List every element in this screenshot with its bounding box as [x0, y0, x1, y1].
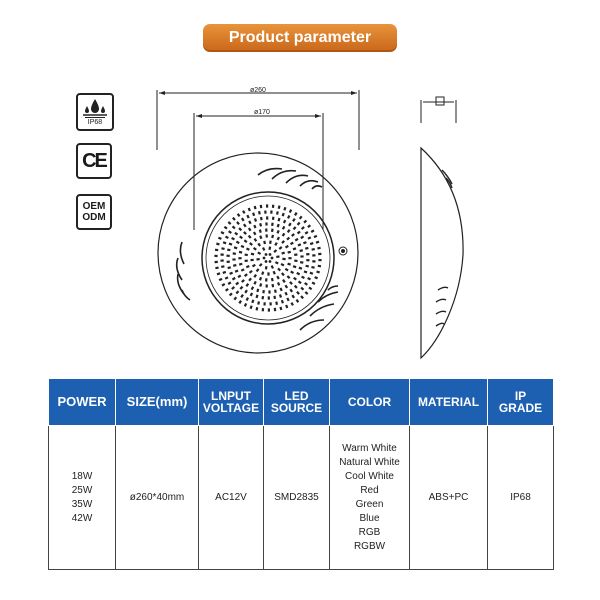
led-chip	[254, 218, 257, 222]
side-view	[421, 97, 463, 358]
led-chip	[300, 236, 304, 240]
led-chip	[259, 277, 262, 281]
led-chip	[297, 222, 301, 226]
led-chip	[262, 308, 265, 311]
inner-diameter-label: ø170	[254, 109, 270, 116]
led-chip	[288, 223, 292, 227]
led-chip	[244, 260, 247, 263]
led-chip	[281, 300, 284, 304]
led-chip	[255, 307, 258, 311]
center-led	[269, 260, 272, 263]
led-chip	[296, 291, 300, 295]
led-chip	[282, 213, 285, 217]
led-chip	[318, 259, 321, 261]
led-chip	[283, 220, 286, 224]
led-chip	[218, 237, 222, 240]
led-chip	[222, 271, 226, 274]
led-source-cell: SMD2835	[264, 426, 330, 570]
led-chip	[217, 272, 221, 275]
led-chip	[259, 235, 262, 239]
led-chip	[243, 231, 247, 235]
led-chip	[238, 300, 242, 304]
led-chip	[235, 282, 239, 286]
led-chip	[307, 224, 311, 228]
led-chip	[289, 289, 293, 293]
led-chip	[281, 263, 285, 266]
led-chip	[245, 283, 249, 287]
led-chip	[258, 211, 261, 215]
led-array	[214, 204, 321, 311]
led-chip	[277, 237, 280, 241]
led-chip	[239, 235, 243, 239]
led-chip	[248, 235, 252, 239]
led-chip	[229, 272, 233, 275]
led-chip	[299, 267, 303, 270]
led-chip	[287, 215, 290, 219]
led-chip	[246, 297, 249, 301]
led-chip	[290, 302, 293, 306]
led-chip	[316, 271, 320, 274]
led-chip	[290, 270, 294, 274]
spec-value-row	[49, 426, 554, 570]
led-chip	[287, 263, 291, 266]
led-chip	[282, 258, 285, 260]
led-chip	[266, 234, 268, 237]
led-chip	[235, 269, 239, 272]
led-chip	[299, 216, 303, 220]
led-chip	[285, 268, 289, 272]
spec-table	[48, 378, 554, 570]
led-chip	[303, 220, 307, 224]
led-chip	[225, 276, 229, 279]
odm-label: ODM	[82, 212, 106, 223]
led-chip	[275, 261, 279, 264]
led-chip	[310, 272, 314, 275]
led-chip	[244, 273, 248, 277]
led-chip	[244, 253, 247, 256]
led-chip	[298, 280, 302, 284]
led-chip	[254, 238, 258, 242]
led-chip	[253, 247, 257, 251]
led-chip	[268, 290, 270, 293]
header-ip-grade: IP GRADE	[488, 379, 554, 426]
led-chip	[232, 258, 235, 260]
led-chip	[270, 210, 272, 213]
led-chip	[266, 204, 268, 207]
led-chip	[253, 274, 257, 278]
led-chip	[276, 255, 279, 258]
led-chip	[269, 302, 271, 305]
led-chip	[232, 277, 236, 281]
led-chip	[304, 282, 308, 286]
led-chip	[225, 236, 229, 239]
led-chip	[234, 232, 238, 236]
led-chip	[281, 272, 285, 276]
led-chip	[274, 242, 278, 246]
led-chip	[297, 231, 301, 235]
led-chip	[311, 229, 315, 233]
led-chip	[285, 305, 288, 309]
led-chip	[288, 257, 291, 259]
led-chip	[300, 287, 304, 291]
led-chip	[265, 228, 267, 231]
led-chip	[246, 265, 250, 268]
header-power: POWER	[49, 379, 116, 426]
led-chip	[256, 289, 259, 293]
led-chip	[232, 217, 236, 221]
led-chip	[300, 295, 304, 299]
led-chip	[305, 291, 309, 295]
led-chip	[259, 283, 262, 287]
led-chip	[279, 246, 283, 250]
led-chip	[241, 218, 245, 222]
led-chip	[311, 266, 315, 269]
led-chip	[294, 212, 298, 216]
led-chip	[265, 278, 267, 281]
led-chip	[271, 229, 274, 232]
led-chip	[271, 278, 274, 282]
led-chip	[237, 275, 241, 279]
led-chip	[293, 226, 297, 230]
led-chip	[237, 213, 241, 217]
center-led	[269, 253, 272, 256]
led-chip	[294, 285, 298, 289]
led-chip	[279, 307, 282, 311]
led-chip	[268, 308, 270, 311]
led-chip	[220, 253, 223, 255]
led-chip	[253, 281, 256, 285]
led-chip	[229, 292, 233, 296]
led-chip	[250, 292, 253, 296]
led-chip	[307, 277, 311, 280]
led-chip	[312, 254, 315, 256]
led-chip	[291, 233, 295, 237]
led-chip	[265, 222, 267, 225]
led-chip	[290, 242, 294, 246]
led-chip	[257, 243, 261, 247]
led-chip	[257, 251, 261, 254]
led-chip	[276, 211, 279, 215]
size-cell: ø260*40mm	[116, 426, 199, 570]
led-chip	[265, 266, 268, 270]
led-chip	[248, 220, 251, 224]
led-chip	[271, 265, 274, 269]
led-chip	[293, 277, 297, 281]
led-chip	[266, 216, 268, 219]
led-chip	[317, 247, 321, 250]
led-chip	[219, 278, 223, 281]
led-chip	[251, 286, 254, 290]
led-chip	[305, 247, 309, 250]
center-led	[265, 260, 268, 263]
screw-center	[342, 250, 345, 253]
led-chip	[276, 276, 279, 280]
led-chip	[221, 283, 225, 287]
led-chip	[240, 286, 244, 290]
led-chip	[262, 247, 265, 251]
led-chip	[318, 265, 322, 268]
led-chip	[286, 237, 290, 241]
led-chip	[250, 305, 253, 309]
led-chip	[221, 265, 225, 268]
header-input-voltage: LNPUT VOLTAGE	[199, 379, 264, 426]
led-chip	[254, 206, 257, 210]
led-chip	[295, 238, 299, 242]
led-chip	[242, 210, 245, 214]
led-chip	[227, 261, 230, 263]
led-chip	[277, 268, 281, 272]
led-chip	[240, 294, 244, 298]
led-chip	[227, 266, 231, 269]
led-chip	[313, 235, 317, 238]
led-chip	[277, 282, 280, 286]
led-chip	[296, 272, 300, 275]
led-chip	[246, 247, 250, 250]
led-chip	[221, 231, 225, 234]
led-chip	[271, 284, 274, 288]
led-chip	[281, 240, 285, 244]
led-chip	[287, 229, 291, 233]
material-cell: ABS+PC	[410, 426, 488, 570]
led-chip	[231, 237, 235, 240]
led-chip	[314, 276, 318, 279]
led-chip	[301, 276, 305, 279]
led-chip	[282, 226, 285, 230]
led-chip	[251, 253, 255, 256]
led-chip	[214, 255, 217, 257]
led-chip	[305, 231, 309, 235]
led-chip	[273, 271, 276, 275]
led-chip	[236, 221, 240, 225]
led-chip	[307, 236, 311, 239]
led-chip	[271, 223, 274, 226]
led-chip	[289, 209, 292, 213]
led-chip	[233, 296, 237, 300]
ce-mark: CE	[76, 143, 112, 179]
led-chip	[256, 295, 259, 299]
led-chip	[316, 241, 320, 244]
wave-decoration-left	[177, 242, 190, 300]
header-color: COLOR	[330, 379, 410, 426]
led-chip	[275, 301, 278, 305]
led-chip	[253, 225, 256, 229]
header-led-source: LED SOURCE	[264, 379, 330, 426]
led-chip	[287, 251, 291, 254]
led-chip	[271, 235, 274, 239]
led-chip	[263, 241, 266, 245]
led-chip	[228, 281, 232, 285]
lens-outer-ring	[202, 192, 334, 324]
led-chip	[215, 261, 218, 263]
led-chip	[262, 296, 265, 299]
led-chip	[305, 265, 309, 268]
led-chip	[303, 241, 307, 244]
led-chip	[272, 217, 275, 220]
center-led	[271, 257, 274, 260]
led-chip	[234, 246, 238, 249]
led-chip	[225, 288, 229, 292]
led-chip	[241, 279, 245, 283]
led-chip	[259, 263, 263, 267]
power-cell: 18W 25W 35W 42W	[49, 426, 116, 570]
led-chip	[251, 300, 254, 304]
center-led	[265, 253, 268, 256]
led-chip	[282, 279, 286, 283]
led-chip	[261, 271, 264, 275]
led-chip	[231, 286, 235, 290]
led-chip	[285, 245, 289, 249]
led-chip	[228, 221, 232, 225]
led-chip	[249, 270, 253, 274]
led-chip	[267, 272, 269, 275]
led-chip	[260, 205, 263, 208]
led-chip	[236, 290, 240, 294]
led-chip	[238, 227, 242, 231]
ip-grade-cell: IP68	[488, 426, 554, 570]
led-chip	[244, 303, 247, 307]
led-chip	[272, 205, 275, 208]
led-chip	[227, 248, 231, 251]
led-chip	[286, 297, 289, 301]
led-chip	[312, 260, 315, 262]
led-chip	[244, 239, 248, 243]
led-chip	[306, 259, 309, 261]
led-chip	[262, 290, 265, 293]
led-chip	[256, 268, 260, 272]
led-chip	[216, 243, 220, 246]
led-chip	[277, 224, 280, 228]
led-chip	[239, 263, 243, 266]
led-chip	[264, 210, 266, 213]
led-chip	[259, 223, 262, 227]
led-chip	[293, 265, 297, 268]
led-chip	[273, 249, 277, 253]
led-chip	[241, 268, 245, 271]
led-chip	[285, 285, 289, 289]
led-chip	[260, 217, 263, 221]
ip-rating-label: IP68	[85, 117, 105, 127]
led-chip	[292, 218, 296, 222]
led-chip	[274, 289, 277, 293]
led-chip	[283, 207, 286, 211]
led-chip	[298, 243, 302, 246]
led-chip	[294, 253, 297, 256]
led-chip	[287, 275, 291, 279]
center-led	[263, 257, 266, 260]
led-chip	[289, 281, 293, 285]
led-chip	[224, 226, 228, 230]
led-chip	[301, 226, 305, 230]
led-chip	[233, 252, 236, 255]
led-chip	[221, 247, 225, 250]
led-chip	[299, 249, 303, 252]
wave-decoration-top	[258, 169, 322, 189]
led-chip	[259, 229, 262, 233]
led-chip	[279, 294, 282, 298]
led-chip	[268, 296, 270, 299]
led-chip	[249, 242, 253, 246]
led-chip	[266, 284, 268, 287]
led-chip	[226, 255, 229, 257]
led-chip	[278, 205, 281, 209]
led-chip	[273, 296, 276, 300]
oem-label: OEM	[82, 201, 106, 212]
led-chip	[279, 288, 282, 292]
led-chip	[312, 281, 316, 284]
spec-header-row	[49, 379, 554, 426]
led-chip	[308, 286, 312, 290]
led-chip	[239, 251, 243, 254]
led-chip	[274, 308, 277, 311]
led-chip	[241, 245, 245, 248]
led-chip	[228, 230, 232, 234]
led-chip	[257, 301, 260, 305]
led-chip	[268, 246, 271, 250]
led-chip	[236, 241, 240, 244]
led-chip	[215, 267, 219, 270]
voltage-cell: AC12V	[199, 426, 264, 570]
led-chip	[282, 233, 286, 237]
led-chip	[244, 290, 248, 294]
color-cell: Warm White Natural White Cool White Red Green Blue RGB RGBW	[330, 426, 410, 570]
outer-diameter-label: ø260	[250, 87, 266, 94]
led-chip	[252, 212, 255, 216]
header-size: SIZE(mm)	[116, 379, 199, 426]
led-chip	[238, 257, 241, 259]
led-chip	[318, 253, 321, 255]
led-chip	[215, 249, 219, 252]
led-chip	[232, 226, 236, 230]
led-chip	[248, 227, 252, 231]
led-chip	[291, 295, 295, 299]
led-chip	[252, 264, 256, 267]
led-chip	[269, 240, 272, 243]
page-title: Product parameter	[203, 24, 397, 52]
led-chip	[253, 231, 256, 235]
led-chip	[250, 259, 253, 262]
led-chip	[310, 242, 314, 245]
led-chip	[256, 258, 259, 261]
led-chip	[306, 253, 309, 255]
led-chip	[296, 299, 300, 303]
header-material: MATERIAL	[410, 379, 488, 426]
led-chip	[223, 241, 227, 244]
led-chip	[304, 270, 308, 273]
led-chip	[294, 260, 297, 263]
led-chip	[293, 247, 297, 250]
led-chip	[248, 278, 252, 282]
led-chip	[263, 302, 265, 305]
led-chip	[311, 248, 315, 251]
led-chip	[246, 215, 249, 219]
led-chip	[248, 208, 251, 212]
led-chip	[233, 264, 237, 267]
led-chip	[243, 223, 247, 227]
led-chip	[278, 218, 281, 222]
led-chip	[276, 230, 279, 234]
led-chip	[220, 259, 223, 261]
led-chip	[300, 255, 303, 257]
lens-inner-ring	[206, 196, 330, 320]
led-chip	[281, 252, 285, 255]
led-chip	[300, 261, 303, 264]
led-chip	[229, 243, 233, 246]
led-chip	[284, 292, 287, 296]
